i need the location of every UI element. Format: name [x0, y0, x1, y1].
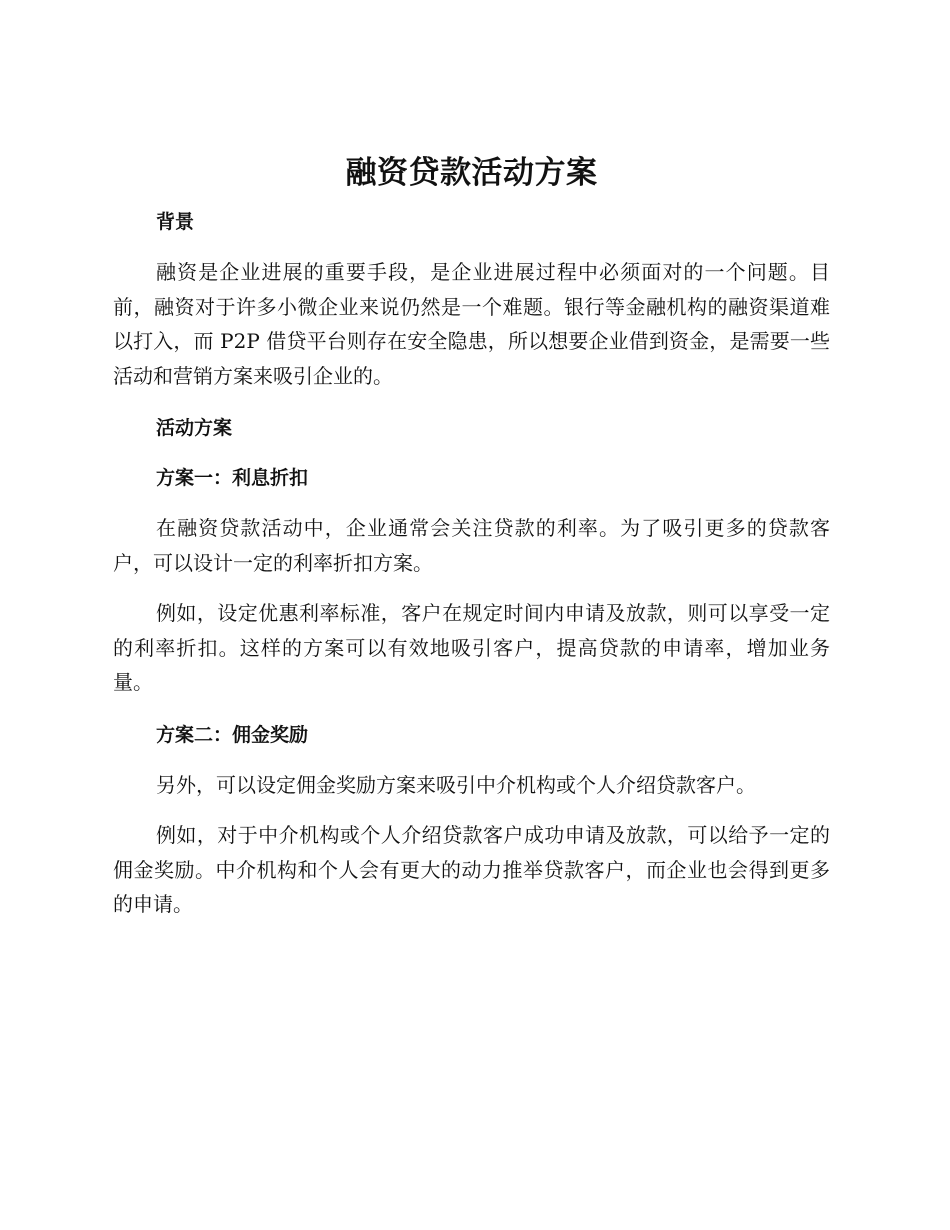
- plan1-paragraph-2: 例如，设定优惠利率标准，客户在规定时间内申请及放款，则可以享受一定的利率折扣。这样的方案可以有效地吸引客户，提高贷款的申请率，增加业务量。: [113, 601, 830, 694]
- document-page: [113, 145, 830, 922]
- plan1-paragraph-1: 在融资贷款活动中，企业通常会关注贷款的利率。为了吸引更多的贷款客户，可以设计一定的利率折扣方案。: [113, 516, 830, 575]
- section-heading-activity: 活动方案: [156, 417, 233, 439]
- section-heading-background: 背景: [156, 211, 195, 233]
- document-title: 融资贷款活动方案: [345, 155, 598, 191]
- background-paragraph: 融资是企业进展的重要手段，是企业进展过程中必须面对的一个问题。目前，融资对于许多小微企业来说仍然是一个难题。银行等金融机构的融资渠道难以打入，而 P2P 借贷平台则存在安全隐患，所以想要企业借到资金，是需要一些活动和营销方案来吸引企业的。: [113, 260, 830, 388]
- section-heading-plan1: 方案一：利息折扣: [156, 467, 309, 489]
- section-heading-plan2: 方案二：佣金奖励: [156, 723, 309, 746]
- plan2-paragraph-1: 另外，可以设定佣金奖励方案来吸引中介机构或个人介绍贷款客户。: [156, 772, 756, 797]
- plan2-paragraph-2: 例如，对于中介机构或个人介绍贷款客户成功申请及放款，可以给予一定的佣金奖励。中介机构和个人会有更大的动力推举贷款客户，而企业也会得到更多的申请。: [113, 823, 830, 916]
